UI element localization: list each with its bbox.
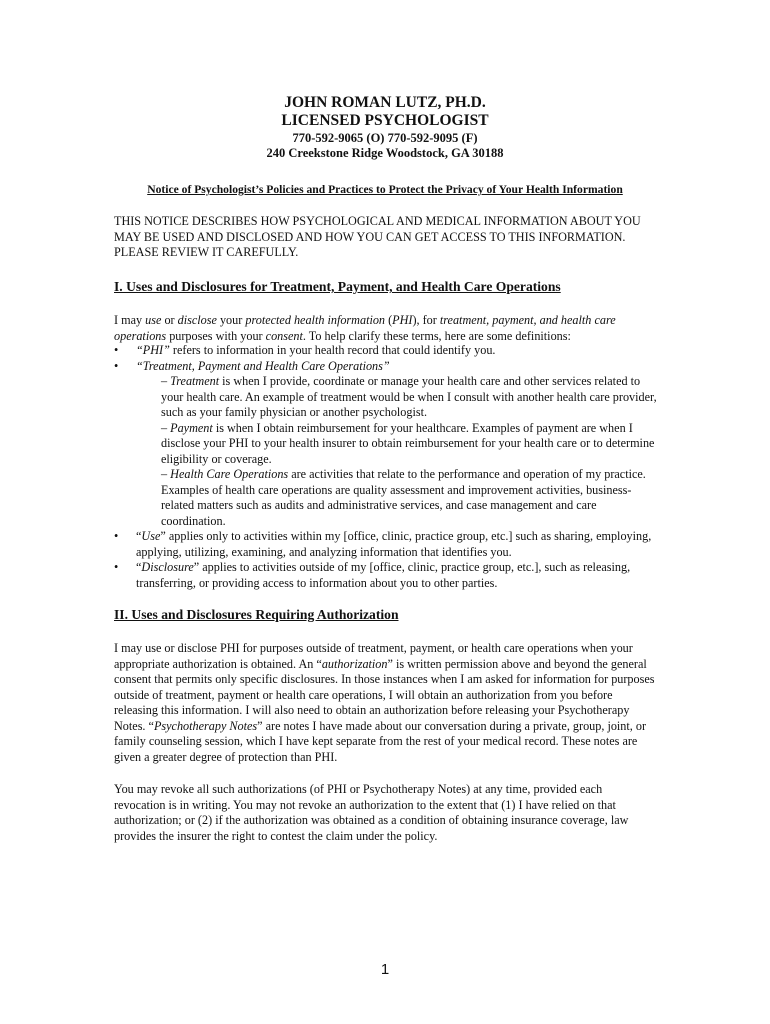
page-number: 1 [380, 961, 390, 978]
caps-notice: THIS NOTICE DESCRIBES HOW PSYCHOLOGICAL AND MEDICAL INFORMATION ABOUT YOU MAY BE USED AND DISCLOSED AND HOW YOU CAN GET ACCESS TO THIS INFORMATION. PLEASE REVIEW IT CAREFULLY. [114, 214, 641, 259]
practitioner-title: LICENSED PSYCHOLOGIST [281, 112, 489, 129]
section-2-heading: II. Uses and Disclosures Requiring Authorization [114, 607, 399, 622]
section-1-heading: I. Uses and Disclosures for Treatment, Payment, and Health Care Operations [114, 279, 561, 294]
section-2-paragraph-2: You may revoke all such authorizations (of PHI or Psychotherapy Notes) at any time, provided each revocation is in writing. You may not revoke an authorization to the extent that (1) I have relied on that authorization; or (2) if the authorization was obtained as a condition of obtaining insurance coverage, law provides the insurer the right to contest the claim under the policy. [114, 782, 629, 843]
definition-use: • “Use” applies only to activities within my [office, clinic, practice group, etc.] such as sharing, employing, applying, utilizing, examining, and analyzing information that identifies you. [114, 529, 662, 560]
definition-health-care-operations: – Health Care Operations are activities that relate to the performance and operation of my practice. Examples of health care operations are quality assessment and improvement activities, business-related matters such as audits and administrative services, and case management and care coordination. [161, 467, 646, 528]
section-1-intro: I may use or disclose your protected health information (PHI), for treatment, payment, and health care operations purposes with your consent. To help clarify these terms, here are some definitions: [114, 313, 616, 343]
definition-payment: – Payment is when I obtain reimbursement for your healthcare. Examples of payment are when I disclose your PHI to your health insurer to obtain reimbursement for your health care or to determine eligibility or coverage. [161, 420, 655, 466]
definition-tpo: • “Treatment, Payment and Health Care Operations” – Treatment is when I provide, coordinate or manage your health care and other services related to your health care. An example of treatment would be when I consult with another health care provider, such as your family physician or another psychologist. – Payment is when I obtain reimbursement for your healthcare. Examples of payment are when I disclose your PHI to your health insurer to obtain reimbursement for your health care or to determine eligibility or coverage. – Health Care Operations are activities that relate to the performance and operation of my practice. Examples of health care operations are quality assessment and improvement activities, business-related matters such as audits and administrative services, and case management and care coordination. [114, 359, 662, 530]
definition-disclosure: • “Disclosure” applies to activities outside of my [office, clinic, practice group, etc.], such as releasing, transferring, or providing access to information about you to other parties. [114, 560, 662, 591]
phone-fax: 770-592-9065 (O) 770-592-9095 (F) [292, 131, 478, 145]
notice-title: Notice of Psychologist’s Policies and Practices to Protect the Privacy of Your Health Information [147, 183, 623, 196]
section-2-paragraph-1: I may use or disclose PHI for purposes outside of treatment, payment, or health care operations when your appropriate authorization is obtained. An “authorization” is written permission above and beyond the general consent that permits only specific disclosures. In those instances when I am asked for information for purposes outside of treatment, payment or health care operations, I will obtain an authorization from you before releasing this information. I will also need to obtain an authorization before releasing your Psychotherapy Notes. “Psychotherapy Notes” are notes I have made about our conversation during a private, group, joint, or family counseling session, which I have kept separate from the rest of your medical record. These notes are given a greater degree of protection than PHI. [114, 641, 655, 764]
definition-treatment: – Treatment is when I provide, coordinate or manage your health care and other services related to your health care. An example of treatment would be when I consult with another health care provider, such as your family physician or another psychologist. [161, 374, 657, 419]
definition-phi: • “PHI” refers to information in your health record that could identify you. [114, 343, 662, 359]
office-address: 240 Creekstone Ridge Woodstock, GA 30188 [266, 146, 504, 160]
practitioner-name: JOHN ROMAN LUTZ, PH.D. [284, 94, 486, 111]
definitions-list [114, 343, 662, 591]
